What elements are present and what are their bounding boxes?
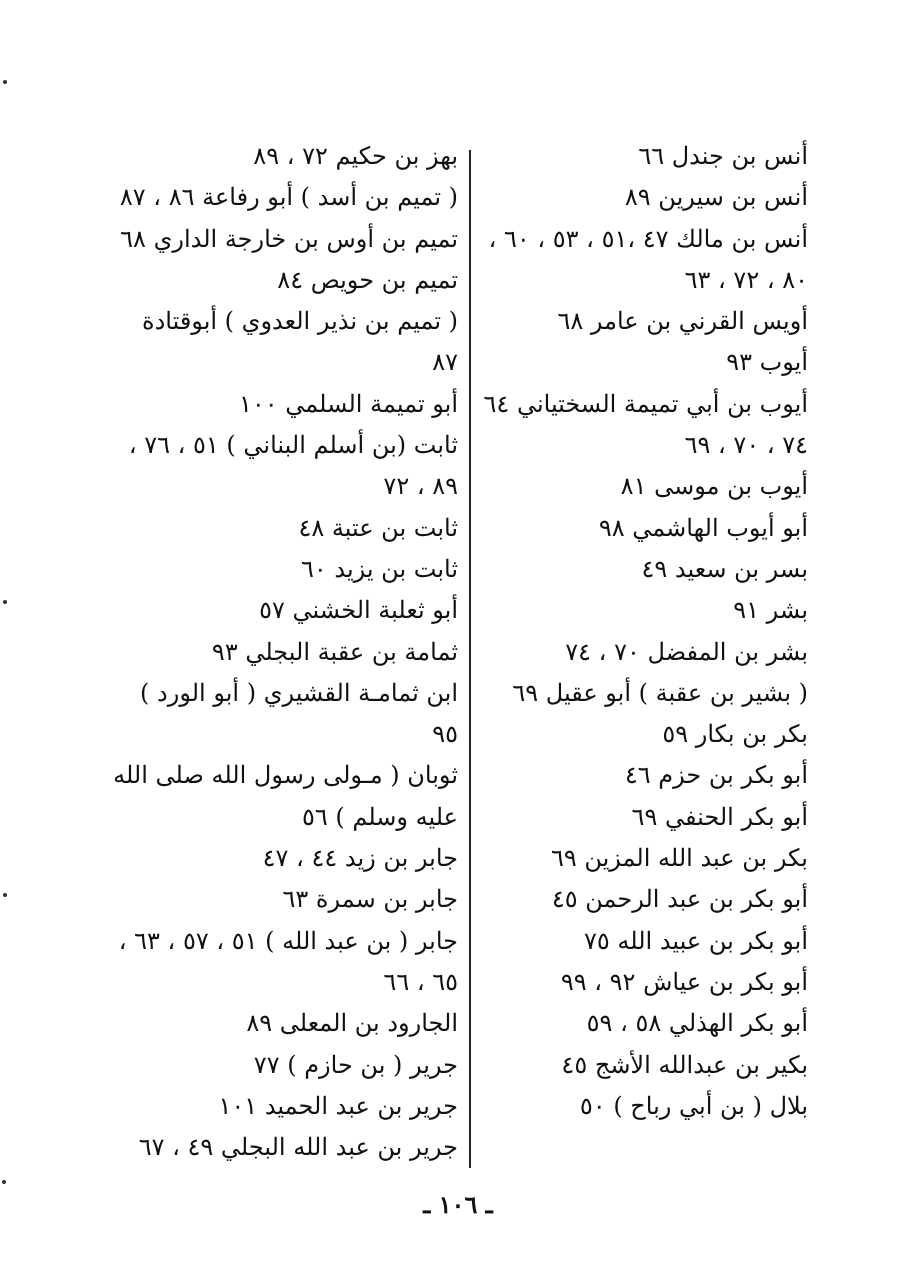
index-entry: تميم بن حويص ٨٤ [277,265,458,294]
index-entry: جابر بن زيد ٤٤ ، ٤٧ [262,844,458,873]
index-entry-continuation: ٧٤ ، ٧٠ ، ٦٩ [684,431,808,460]
index-entry: أبو بكر بن عياش ٩٢ ، ٩٩ [560,967,808,996]
index-entry: أنس بن جندل ٦٦ [638,142,808,170]
index-entry: ثمامة بن عقبة البجلي ٩٣ [211,637,458,666]
index-entry: أيوب بن موسى ٨١ [620,472,808,501]
index-entry: أبو بكر بن عبيد الله ٧٥ [584,926,808,955]
index-entry-continuation: عليه وسلم ) ٥٦ [301,802,458,831]
page-number: ـ ١٠٦ ـ [423,1190,493,1219]
scan-speck [3,80,7,84]
index-entry: بشر بن المفضل ٧٠ ، ٧٤ [565,637,808,666]
index-entry: جرير ( بن حازم ) ٧٧ [253,1050,458,1079]
index-entry: أنس بن سيرين ٨٩ [624,183,808,212]
index-entry: جرير بن عبد الحميد ١٠١ [218,1091,458,1120]
index-entry: ابن ثمامـة القشيري ( أبو الورد ) [140,678,458,707]
index-entry: بكر بن بكار ٥٩ [662,720,808,749]
index-entry: بكر بن عبد الله المزين ٦٩ [550,844,808,873]
index-entry: ثابت بن يزيد ٦٠ [300,554,458,583]
index-entry: بلال ( بن أبي رباح ) ٥٠ [579,1091,808,1120]
index-entry: ( تميم بن نذير العدوي ) أبوقتادة [142,307,458,336]
index-entry: أبو ثعلبة الخشني ٥٧ [259,596,458,625]
index-entry: بشر ٩١ [733,596,808,625]
index-entry: ( تميم بن أسد ) أبو رفاعة ٨٦ ، ٨٧ [119,183,458,212]
index-entry: بهز بن حكيم ٧٢ ، ٨٩ [253,142,458,170]
index-entry: جابر ( بن عبد الله ) ٥١ ، ٥٧ ، ٦٣ ، [118,926,458,955]
index-entry: بسر بن سعيد ٤٩ [641,554,808,583]
index-entry: أويس القرني بن عامر ٦٨ [557,307,808,336]
scan-speck [3,893,7,897]
index-entry: أبو بكر بن حزم ٤٦ [624,761,808,790]
index-entry: تميم بن أوس بن خارجة الداري ٦٨ [120,224,458,253]
index-entry: الجارود بن المعلى ٨٩ [246,1009,458,1038]
index-entry: أبو تميمة السلمي ١٠٠ [238,389,458,418]
index-entry: ثابت (بن أسلم البناني ) ٥١ ، ٧٦ ، [128,431,458,460]
index-entry: جابر بن سمرة ٦٣ [282,885,458,914]
column-divider [469,150,471,1168]
index-entry-continuation: ٨٧ [432,348,458,377]
index-entry-continuation: ٨٠ ، ٧٢ ، ٦٣ [684,265,808,294]
index-entry: أنس بن مالك ٤٧ ،٥١ ، ٥٣ ، ٦٠ ، [488,224,808,253]
index-entry: أيوب ٩٣ [726,348,808,377]
index-entry: أيوب بن أبي تميمة السختياني ٦٤ [483,389,808,418]
index-entry: ثوبان ( مـولى رسول الله صلى الله [113,761,458,790]
index-entry-continuation: ٦٥ ، ٦٦ [383,967,458,996]
index-entry: أبو بكر بن عبد الرحمن ٤٥ [551,885,808,914]
index-entry-continuation: ٩٥ [432,720,458,749]
index-entry-continuation: ٨٩ ، ٧٢ [383,472,458,501]
index-column-left [113,136,458,1168]
index-entry: بكير بن عبدالله الأشج ٤٥ [561,1050,808,1079]
scan-speck [2,1180,6,1184]
index-column-right [458,136,808,1127]
index-entry: أبو أيوب الهاشمي ٩٨ [598,513,808,542]
index-entry: أبو بكر الهذلي ٥٨ ، ٥٩ [586,1009,808,1038]
index-entry: أبو بكر الحنفي ٦٩ [631,802,808,831]
scan-speck [3,600,7,604]
index-entry: ( بشير بن عقبة ) أبو عقيل ٦٩ [512,678,808,707]
index-entry: ثابت بن عتبة ٤٨ [298,513,458,542]
index-entry: جرير بن عبد الله البجلي ٤٩ ، ٦٧ [138,1133,458,1162]
